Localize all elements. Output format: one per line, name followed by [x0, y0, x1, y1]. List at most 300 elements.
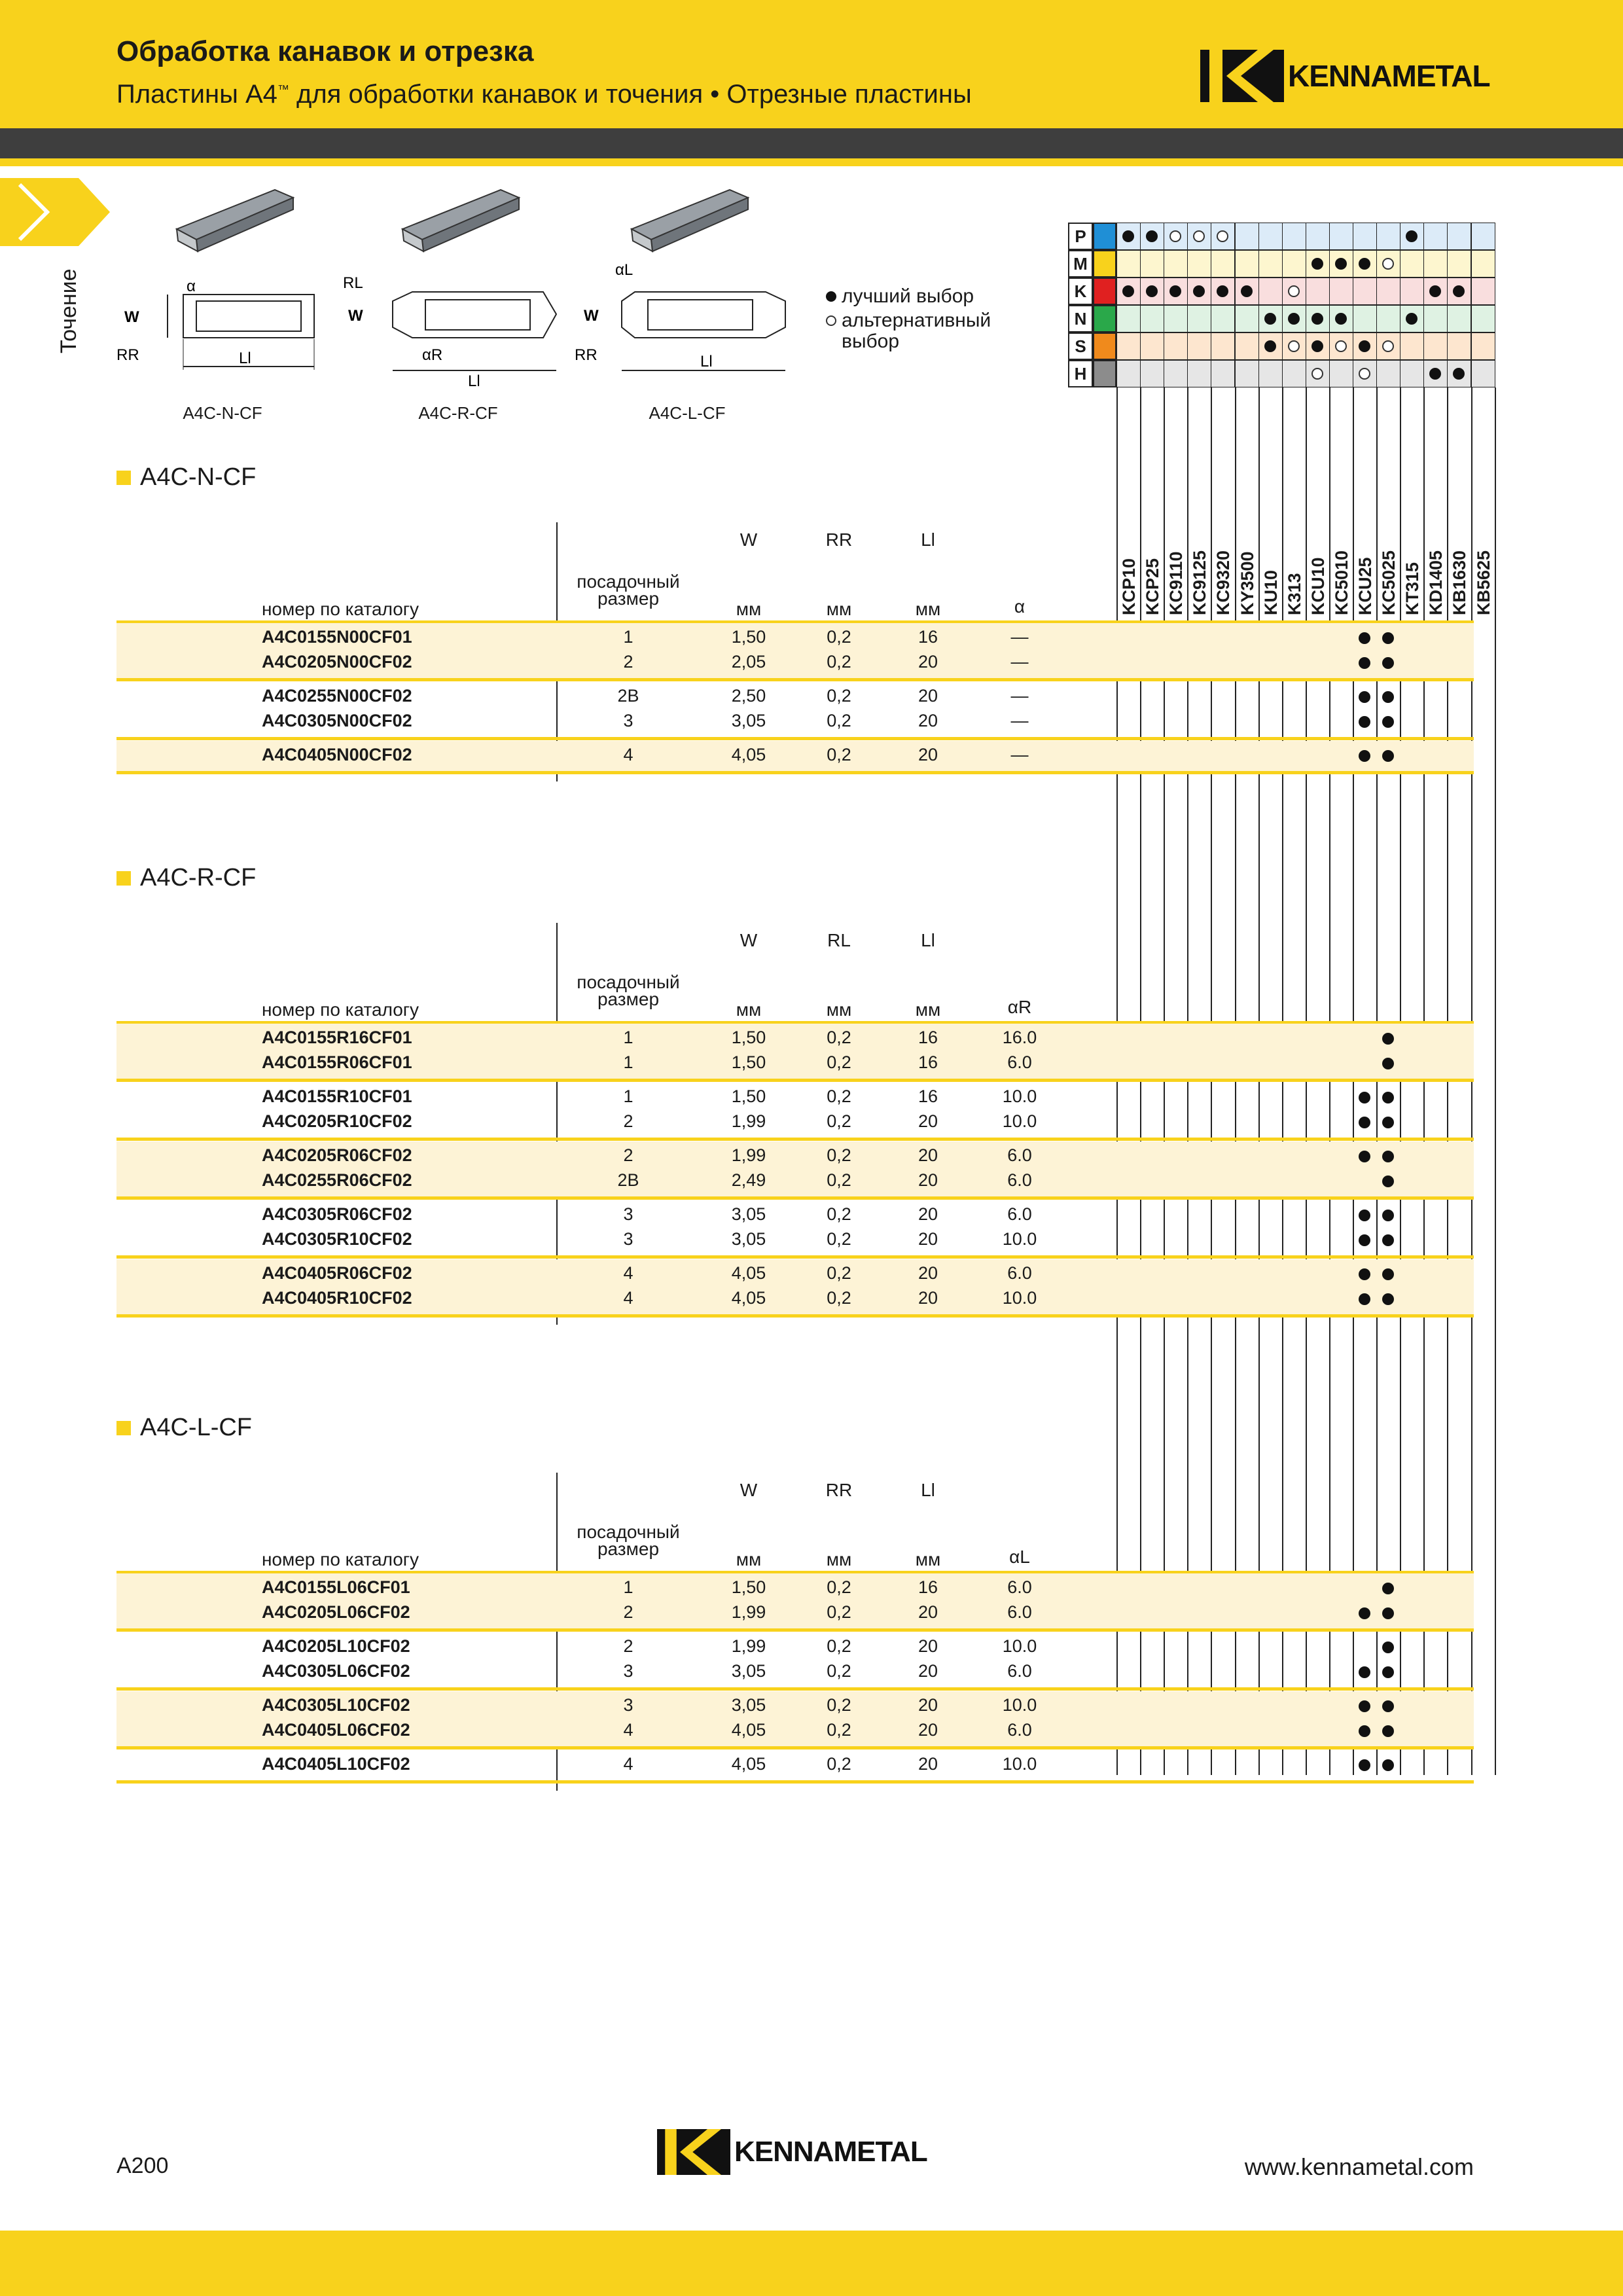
- best-choice-dot: [1241, 285, 1253, 297]
- material-grade-cell: [1471, 250, 1495, 278]
- diagram-caption-n: A4C-N-CF: [183, 403, 262, 423]
- best-choice-dot: [1146, 285, 1158, 297]
- best-choice-dot: [1359, 716, 1370, 728]
- best-choice-dot: [1382, 1117, 1394, 1128]
- material-grade-cell: [1471, 332, 1495, 360]
- best-choice-dot: [1406, 230, 1418, 242]
- width-value: 3,05: [731, 1695, 766, 1715]
- section-title-text: A4C-R-CF: [140, 864, 257, 891]
- material-grade-cell: [1282, 250, 1306, 278]
- best-choice-dot: [1453, 368, 1465, 380]
- best-choice-dot: [1146, 230, 1158, 242]
- best-choice-dot: [1359, 1234, 1370, 1246]
- catalog-number: A4C0305R10CF02: [262, 1229, 412, 1249]
- material-grade-cell: [1258, 278, 1283, 305]
- catalog-number: A4C0155R16CF01: [262, 1028, 412, 1047]
- col-header-size: посадочный размер: [577, 1522, 680, 1559]
- seat-size: 1: [623, 1086, 633, 1106]
- width-value: 1,99: [731, 1111, 766, 1131]
- material-grade-cell: [1353, 305, 1377, 332]
- width-value: 3,05: [731, 1204, 766, 1224]
- material-grade-cell: [1187, 305, 1211, 332]
- diagram-caption-l: A4C-L-CF: [649, 403, 726, 423]
- legend-best: [826, 285, 1012, 308]
- material-grade-cell: [1471, 360, 1495, 387]
- row-group-rule: [116, 1780, 1474, 1784]
- insert-n-drawing: [111, 170, 334, 386]
- material-code: S: [1068, 332, 1093, 360]
- alternative-choice-dot: [1382, 340, 1394, 352]
- material-grade-cell: [1211, 250, 1235, 278]
- material-grade-cell: [1187, 250, 1211, 278]
- material-grade-cell: [1400, 360, 1424, 387]
- catalog-number: A4C0205L10CF02: [262, 1636, 410, 1656]
- section-title-text: A4C-L-CF: [140, 1414, 253, 1441]
- grade-column-line: [1495, 387, 1496, 1775]
- length-value: 16: [918, 1577, 938, 1597]
- row-group-rule: [116, 1138, 1474, 1141]
- seat-size: 2: [623, 1636, 633, 1656]
- diagram-a4c-l-cf: [569, 170, 805, 423]
- length-value: 20: [918, 1695, 938, 1715]
- footer-logo: [657, 2127, 927, 2177]
- best-choice-dot: [1169, 285, 1181, 297]
- best-choice-dot: [1382, 1234, 1394, 1246]
- seat-size: 1: [623, 1028, 633, 1047]
- angle-value: 10.0: [1002, 1229, 1037, 1249]
- angle-value: 16.0: [1002, 1028, 1037, 1047]
- radius-value: 0,2: [827, 1229, 851, 1249]
- col-header-ll: Ll: [921, 529, 935, 550]
- best-choice-dot: [1382, 1583, 1394, 1594]
- seat-size: 4: [623, 1754, 633, 1774]
- seat-size: 3: [623, 1695, 633, 1715]
- catalog-number: A4C0305R06CF02: [262, 1204, 412, 1224]
- best-choice-dot: [1359, 1666, 1370, 1678]
- angle-value: 10.0: [1002, 1288, 1037, 1308]
- seat-size: 2: [623, 652, 633, 672]
- best-choice-dot: [1359, 750, 1370, 762]
- insert-l-drawing: [569, 170, 805, 386]
- material-grade-cell: [1187, 360, 1211, 387]
- best-choice-dot: [1193, 285, 1205, 297]
- catalog-number: A4C0405N00CF02: [262, 745, 412, 764]
- seat-size: 1: [623, 1577, 633, 1597]
- best-choice-dot: [1429, 285, 1441, 297]
- col-header-w: W: [740, 930, 758, 950]
- seat-size: 4: [623, 1263, 633, 1283]
- catalog-number: A4C0405L06CF02: [262, 1720, 410, 1740]
- angle-value: 6.0: [1007, 1577, 1032, 1597]
- angle-value: 6.0: [1007, 1263, 1032, 1283]
- radius-value: 0,2: [827, 1204, 851, 1224]
- radius-value: 0,2: [827, 627, 851, 647]
- grade-label: KCU10: [1308, 557, 1328, 615]
- material-code: H: [1068, 360, 1093, 387]
- radius-value: 0,2: [827, 711, 851, 730]
- best-choice-dot: [1382, 1058, 1394, 1069]
- width-value: 4,05: [731, 1754, 766, 1774]
- section-title-text: A4C-N-CF: [140, 463, 257, 491]
- material-grade-cell: [1258, 250, 1283, 278]
- width-value: 1,50: [731, 1577, 766, 1597]
- alternative-choice-dot: [1288, 285, 1300, 297]
- material-grade-cell: [1423, 250, 1448, 278]
- grade-label: KB5625: [1473, 550, 1493, 615]
- col-header-mm-l: мм: [915, 999, 941, 1020]
- best-choice-dot: [1359, 657, 1370, 669]
- length-value: 16: [918, 627, 938, 647]
- catalog-number: A4C0405R06CF02: [262, 1263, 412, 1283]
- label-w: W: [124, 308, 139, 326]
- col-header-catalog: номер по каталогу: [261, 599, 419, 619]
- radius-value: 0,2: [827, 1028, 851, 1047]
- row-group-rule: [116, 1255, 1474, 1259]
- grade-label: KCP25: [1143, 558, 1163, 615]
- best-choice-dot: [1311, 340, 1323, 352]
- material-grade-cell: [1258, 360, 1283, 387]
- best-choice-dot: [1288, 313, 1300, 325]
- length-value: 20: [918, 1111, 938, 1131]
- seat-size: 3: [623, 711, 633, 730]
- alternative-choice-dot: [1169, 230, 1181, 242]
- legend: [826, 285, 1012, 352]
- alt-dot-icon: [826, 315, 836, 326]
- material-code: P: [1068, 223, 1093, 250]
- material-grade-cell: [1329, 360, 1353, 387]
- col-header-radius: RR: [825, 529, 853, 550]
- width-value: 3,05: [731, 711, 766, 730]
- insert-r-drawing: [340, 170, 576, 386]
- material-grade-cell: [1235, 360, 1259, 387]
- material-grade-cell: [1447, 305, 1471, 332]
- catalog-number: A4C0155R10CF01: [262, 1086, 412, 1106]
- angle-value: 6.0: [1007, 1170, 1032, 1190]
- material-grade-cell: [1164, 305, 1188, 332]
- radius-value: 0,2: [827, 1577, 851, 1597]
- col-header-angle: αR: [1007, 997, 1032, 1017]
- length-value: 20: [918, 686, 938, 706]
- material-grade-cell: [1140, 360, 1164, 387]
- best-choice-dot: [1382, 1700, 1394, 1712]
- best-choice-dot: [1382, 750, 1394, 762]
- material-grade-cell: [1235, 250, 1259, 278]
- material-grade-cell: [1140, 250, 1164, 278]
- alternative-choice-dot: [1335, 340, 1347, 352]
- angle-value: 6.0: [1007, 1145, 1032, 1165]
- seat-size: 1: [623, 1052, 633, 1072]
- side-section-label: Точение: [56, 268, 81, 353]
- best-choice-dot: [1335, 313, 1347, 325]
- material-grade-cell: [1164, 250, 1188, 278]
- row-group-rule: [116, 1687, 1474, 1691]
- material-code: M: [1068, 250, 1093, 278]
- best-choice-dot: [1359, 632, 1370, 644]
- width-value: 4,05: [731, 1288, 766, 1308]
- material-grade-cell: [1116, 250, 1141, 278]
- best-choice-dot: [1382, 1607, 1394, 1619]
- catalog-number: A4C0255R06CF02: [262, 1170, 412, 1190]
- row-group-rule: [116, 1628, 1474, 1632]
- col-header-size: посадочный размер: [577, 972, 680, 1009]
- length-value: 20: [918, 1204, 938, 1224]
- length-value: 20: [918, 1754, 938, 1774]
- col-header-mm-w: мм: [736, 599, 762, 619]
- radius-value: 0,2: [827, 686, 851, 706]
- material-grade-cell: [1353, 278, 1377, 305]
- radius-value: 0,2: [827, 745, 851, 764]
- width-value: 1,50: [731, 1052, 766, 1072]
- seat-size: 2B: [617, 1170, 639, 1190]
- width-value: 4,05: [731, 1720, 766, 1740]
- material-grade-cell: [1376, 278, 1400, 305]
- seat-size: 2: [623, 1145, 633, 1165]
- catalog-number: A4C0255N00CF02: [262, 686, 412, 706]
- page-subtitle: Пластины A4™ для обработки канавок и точения • Отрезные пластины: [116, 80, 972, 109]
- best-choice-dot: [1382, 1293, 1394, 1305]
- section-title: [116, 1414, 252, 1442]
- label-ll: Ll: [700, 353, 713, 370]
- width-value: 3,05: [731, 1229, 766, 1249]
- best-choice-dot: [1382, 1759, 1394, 1771]
- kennametal-k-icon: [1200, 50, 1284, 102]
- material-grade-cell: [1140, 305, 1164, 332]
- material-grade-cell: [1447, 223, 1471, 250]
- radius-value: 0,2: [827, 1288, 851, 1308]
- header-accent-line: [0, 158, 1623, 166]
- best-choice-dot: [1122, 230, 1134, 242]
- angle-value: 10.0: [1002, 1636, 1037, 1656]
- best-choice-dot: [1453, 285, 1465, 297]
- label-alpha: α: [187, 278, 196, 295]
- material-color-swatch: [1093, 360, 1116, 387]
- length-value: 20: [918, 652, 938, 672]
- best-choice-dot: [1382, 1641, 1394, 1653]
- section-marker: [116, 871, 131, 886]
- radius-value: 0,2: [827, 652, 851, 672]
- grade-label: KCP10: [1119, 558, 1139, 615]
- best-choice-dot: [1359, 1117, 1370, 1128]
- catalog-number: A4C0305L10CF02: [262, 1695, 410, 1715]
- material-grade-cell: [1376, 305, 1400, 332]
- radius-value: 0,2: [827, 1052, 851, 1072]
- diagram-caption-r: A4C-R-CF: [418, 403, 498, 423]
- angle-value: —: [1010, 686, 1029, 706]
- col-header-mm-l: мм: [915, 1549, 941, 1570]
- label-rr: RR: [575, 346, 597, 364]
- legend-best-label: лучший выбор: [842, 285, 974, 307]
- width-value: 1,99: [731, 1145, 766, 1165]
- material-color-swatch: [1093, 278, 1116, 305]
- label-alpha-l: αL: [615, 261, 633, 279]
- best-choice-dot: [1311, 313, 1323, 325]
- radius-value: 0,2: [827, 1695, 851, 1715]
- width-value: 1,99: [731, 1602, 766, 1622]
- seat-size: 2: [623, 1111, 633, 1131]
- width-value: 4,05: [731, 1263, 766, 1283]
- best-choice-dot: [1382, 1268, 1394, 1280]
- page-number: A200: [116, 2153, 169, 2178]
- material-grade-cell: [1164, 332, 1188, 360]
- website-link[interactable]: www.kennametal.com: [1244, 2153, 1474, 2180]
- angle-value: 10.0: [1002, 1111, 1037, 1131]
- length-value: 20: [918, 1263, 938, 1283]
- angle-value: 10.0: [1002, 1754, 1037, 1774]
- radius-value: 0,2: [827, 1170, 851, 1190]
- material-grade-cell: [1400, 278, 1424, 305]
- angle-value: —: [1010, 745, 1029, 764]
- best-choice-dot: [1359, 340, 1370, 352]
- best-choice-dot: [1382, 1725, 1394, 1737]
- material-code: K: [1068, 278, 1093, 305]
- material-color-swatch: [1093, 223, 1116, 250]
- label-rr: RR: [116, 346, 139, 364]
- col-header-catalog: номер по каталогу: [261, 1549, 419, 1570]
- brand-name: KENNAMETAL: [1288, 59, 1490, 93]
- radius-value: 0,2: [827, 1636, 851, 1656]
- angle-value: —: [1010, 652, 1029, 672]
- material-grade-cell: [1116, 360, 1141, 387]
- label-w: W: [348, 307, 363, 325]
- grade-label: K313: [1284, 573, 1304, 615]
- material-grade-cell: [1235, 332, 1259, 360]
- angle-value: 10.0: [1002, 1086, 1037, 1106]
- grade-label: KD1405: [1426, 550, 1446, 615]
- best-choice-dot: [1359, 1151, 1370, 1162]
- page-title: Обработка канавок и отрезка: [116, 35, 534, 67]
- best-dot-icon: [826, 291, 836, 302]
- grade-label: KU10: [1260, 569, 1281, 615]
- col-header-ll: Ll: [921, 1480, 935, 1500]
- width-value: 4,05: [731, 745, 766, 764]
- grade-label: KC5010: [1331, 550, 1351, 615]
- catalog-number: A4C0405L10CF02: [262, 1754, 410, 1774]
- radius-value: 0,2: [827, 1111, 851, 1131]
- width-value: 1,50: [731, 1086, 766, 1106]
- catalog-number: A4C0305N00CF02: [262, 711, 412, 730]
- label-rl: RL: [343, 274, 363, 292]
- material-grade-cell: [1400, 332, 1424, 360]
- width-value: 3,05: [731, 1661, 766, 1681]
- radius-value: 0,2: [827, 1145, 851, 1165]
- length-value: 20: [918, 1229, 938, 1249]
- best-choice-dot: [1311, 258, 1323, 270]
- row-group-rule: [116, 737, 1474, 740]
- material-grade-cell: [1447, 250, 1471, 278]
- material-grade-cell: [1423, 332, 1448, 360]
- length-value: 20: [918, 711, 938, 730]
- col-header-angle: α: [1014, 596, 1026, 617]
- material-grade-cell: [1116, 305, 1141, 332]
- best-choice-dot: [1382, 632, 1394, 644]
- footer-band: [0, 2231, 1623, 2296]
- legend-alt-label: альтернативный выбор: [842, 310, 991, 352]
- section-marker: [116, 471, 131, 485]
- catalog-number: A4C0205R06CF02: [262, 1145, 412, 1165]
- grade-label: KC5025: [1379, 550, 1399, 615]
- material-color-swatch: [1093, 305, 1116, 332]
- length-value: 16: [918, 1028, 938, 1047]
- material-code: N: [1068, 305, 1093, 332]
- section-marker: [116, 1421, 131, 1435]
- material-grade-cell: [1211, 305, 1235, 332]
- label-alpha-r: αR: [422, 346, 443, 364]
- col-header-mm-r: мм: [826, 599, 852, 619]
- best-choice-dot: [1382, 716, 1394, 728]
- col-header-size: посадочный размер: [577, 571, 680, 609]
- header-dark-bar: [0, 128, 1623, 158]
- col-header-radius: RL: [827, 930, 851, 950]
- material-grade-cell: [1447, 332, 1471, 360]
- material-grade-cell: [1471, 278, 1495, 305]
- col-header-w: W: [740, 1480, 758, 1500]
- best-choice-dot: [1382, 691, 1394, 703]
- material-grade-cell: [1140, 332, 1164, 360]
- radius-value: 0,2: [827, 1086, 851, 1106]
- grade-label: KT315: [1402, 562, 1423, 615]
- angle-value: 6.0: [1007, 1602, 1032, 1622]
- best-choice-dot: [1359, 1210, 1370, 1221]
- length-value: 20: [918, 745, 938, 764]
- material-grade-cell: [1423, 305, 1448, 332]
- material-grade-cell: [1282, 223, 1306, 250]
- angle-value: 6.0: [1007, 1661, 1032, 1681]
- best-choice-dot: [1359, 1725, 1370, 1737]
- kennametal-k-icon: [657, 2127, 730, 2177]
- width-value: 1,50: [731, 1028, 766, 1047]
- seat-size: 3: [623, 1661, 633, 1681]
- length-value: 20: [918, 1720, 938, 1740]
- catalog-number: A4C0155R06CF01: [262, 1052, 412, 1072]
- material-grade-cell: [1211, 332, 1235, 360]
- radius-value: 0,2: [827, 1720, 851, 1740]
- angle-value: —: [1010, 711, 1029, 730]
- best-choice-dot: [1122, 285, 1134, 297]
- row-group-rule: [116, 1746, 1474, 1749]
- row-group-rule: [116, 1314, 1474, 1318]
- catalog-number: A4C0405R10CF02: [262, 1288, 412, 1308]
- best-choice-dot: [1382, 1175, 1394, 1187]
- angle-value: 6.0: [1007, 1052, 1032, 1072]
- col-header-ll: Ll: [921, 930, 935, 950]
- col-header-mm-r: мм: [826, 999, 852, 1020]
- material-grade-cell: [1306, 278, 1330, 305]
- width-value: 2,49: [731, 1170, 766, 1190]
- best-choice-dot: [1359, 1607, 1370, 1619]
- seat-size: 3: [623, 1229, 633, 1249]
- material-grade-cell: [1306, 223, 1330, 250]
- best-choice-dot: [1382, 1033, 1394, 1045]
- catalog-number: A4C0205N00CF02: [262, 652, 412, 672]
- seat-size: 1: [623, 627, 633, 647]
- length-value: 20: [918, 1602, 938, 1622]
- col-header-w: W: [740, 529, 758, 550]
- section-title: [116, 864, 256, 892]
- seat-size: 3: [623, 1204, 633, 1224]
- material-grade-cell: [1353, 223, 1377, 250]
- col-header-mm-w: мм: [736, 1549, 762, 1570]
- row-group-rule: [116, 678, 1474, 681]
- best-choice-dot: [1359, 1268, 1370, 1280]
- best-choice-dot: [1264, 313, 1276, 325]
- col-header-angle: αL: [1009, 1547, 1030, 1567]
- material-grade-cell: [1116, 332, 1141, 360]
- best-choice-dot: [1217, 285, 1228, 297]
- best-choice-dot: [1382, 1666, 1394, 1678]
- best-choice-dot: [1359, 1759, 1370, 1771]
- material-grade-cell: [1400, 250, 1424, 278]
- best-choice-dot: [1429, 368, 1441, 380]
